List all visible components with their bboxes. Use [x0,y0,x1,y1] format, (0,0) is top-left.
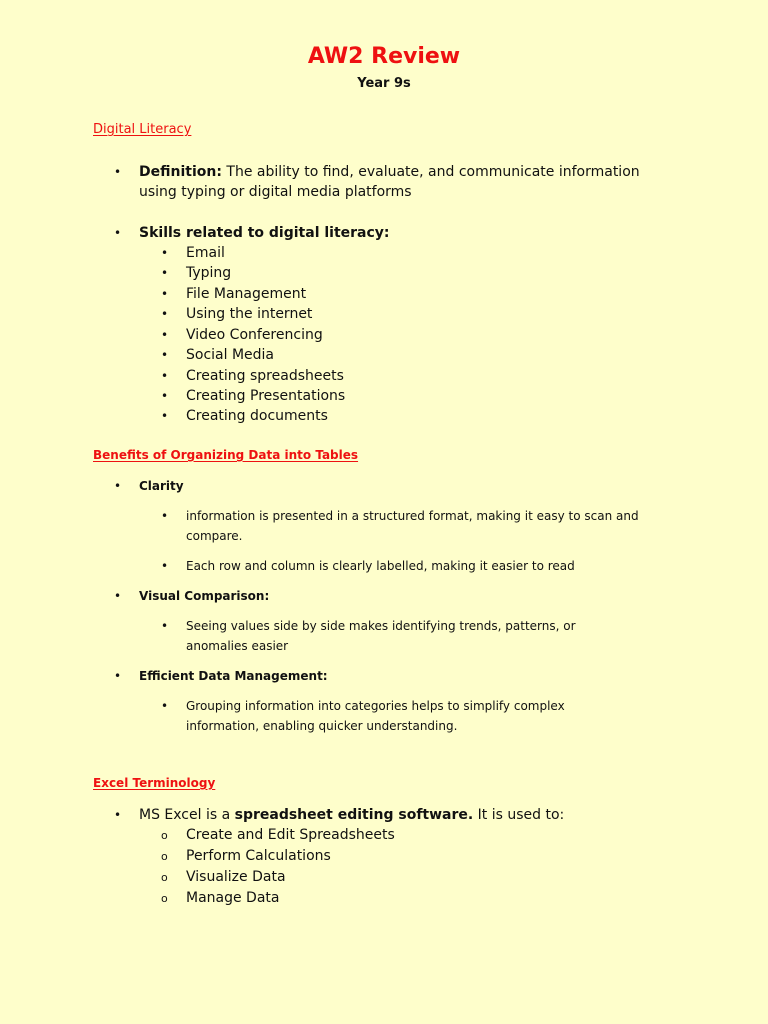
circle-bullet-icon: o [161,829,168,842]
skills-label: Skills related to digital literacy: [139,225,390,241]
skill-item: File Management [186,286,307,302]
section-heading-excel: Excel Terminology [93,776,216,790]
skill-item: Using the internet [186,306,313,322]
bullet-icon: • [161,509,169,523]
benefit-point: Seeing values side by side makes identifying trends, patterns, or anomalies easier [186,619,576,653]
benefit-point: information is presented in a structured format, making it easy to scan and compare. [186,509,639,543]
bullet-icon: • [114,669,122,683]
definition-label: Definition: [139,164,222,180]
document-title: AW2 Review [307,44,461,69]
bullet-icon: • [161,328,169,342]
excel-use: Create and Edit Spreadsheets [186,827,395,843]
bullet-icon: • [161,287,169,301]
section-heading-digital-literacy: Digital Literacy [93,122,192,137]
skill-item: Email [186,245,225,261]
excel-use: Manage Data [186,890,280,906]
definition-text-2: using typing or digital media platforms [139,184,412,200]
bullet-icon: • [161,699,169,713]
bullet-icon: • [161,619,169,633]
benefit-point: Grouping information into categories helps to simplify complex information, enabling quicker understanding. [186,699,565,733]
skill-item: Creating spreadsheets [186,368,344,384]
circle-bullet-icon: o [161,850,168,863]
benefit-point: Each row and column is clearly labelled, making it easier to read [186,559,575,573]
bullet-icon: • [114,479,122,493]
definition-line-1 [139,162,640,182]
skill-item: Video Conferencing [186,327,323,343]
circle-bullet-icon: o [161,871,168,884]
excel-use: Visualize Data [186,869,286,885]
bullet-icon: • [114,165,122,179]
excel-intro: MS Excel is a spreadsheet editing software. It is used to: [139,807,565,823]
bullet-icon: • [114,808,122,822]
bullet-icon: • [161,559,169,573]
excel-use: Perform Calculations [186,848,331,864]
bullet-icon: • [161,348,169,362]
skill-item: Social Media [186,347,275,363]
circle-bullet-icon: o [161,892,168,905]
bullet-icon: • [161,246,169,260]
bullet-icon: • [161,389,169,403]
definition-text-1: The ability to find, evaluate, and communicate information [221,164,640,180]
bullet-icon: • [161,266,169,280]
bullet-icon: • [161,307,169,321]
benefit-visual-label: Visual Comparison: [139,589,270,603]
bullet-icon: • [161,409,169,423]
skill-item: Typing [186,265,232,281]
skill-item: Creating documents [186,408,328,424]
benefit-efficient-label: Efficient Data Management: [139,669,328,683]
bullet-icon: • [114,226,122,240]
skill-item: Creating Presentations [186,388,346,404]
section-heading-benefits: Benefits of Organizing Data into Tables [93,448,359,462]
bullet-icon: • [114,589,122,603]
benefit-clarity-label: Clarity [139,479,184,493]
bullet-icon: • [161,369,169,383]
document-subtitle: Year 9s [357,76,411,91]
